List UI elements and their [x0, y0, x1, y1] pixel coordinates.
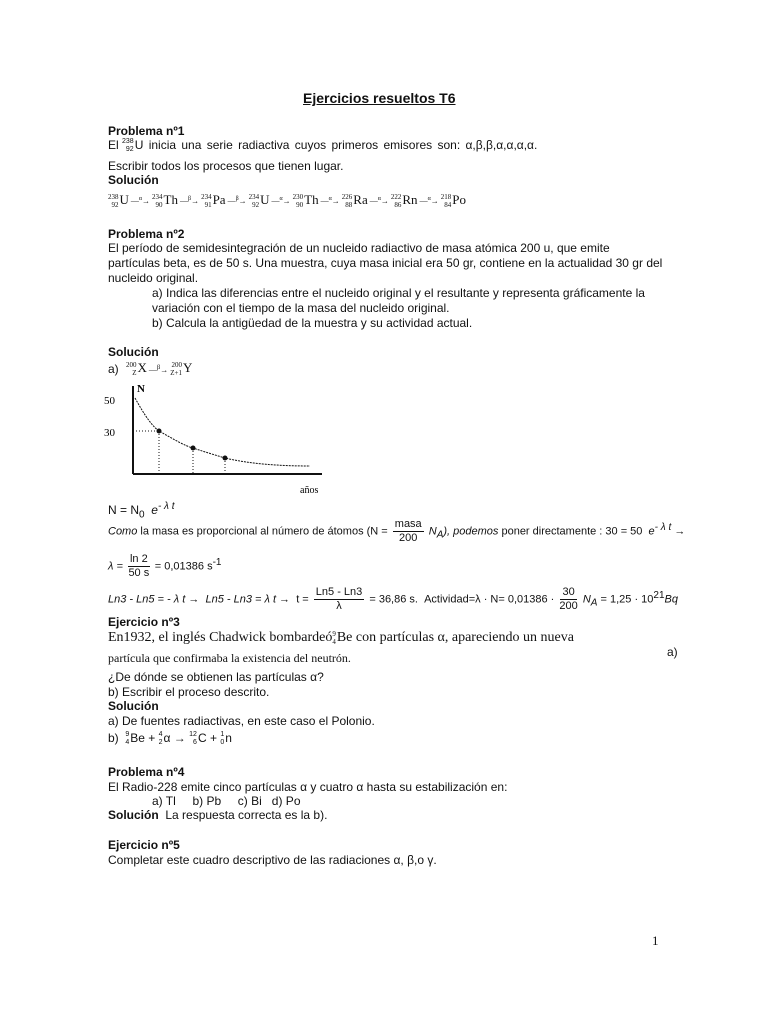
y-axis-label: N: [137, 383, 145, 395]
problem-4-solution: Solución La respuesta correcta es la b).: [108, 808, 328, 822]
problem-4-heading: Problema nº4: [108, 765, 185, 779]
problem-2-solution-heading: Solución: [108, 345, 159, 359]
curve-point: [157, 429, 162, 434]
curve-point: [191, 446, 196, 451]
chain-nuclide: [248, 192, 270, 210]
nuclide-numbers: 222 86: [390, 193, 402, 210]
nuclide-symbol: U: [119, 192, 129, 207]
nuclide-numbers: 234 91: [201, 193, 212, 210]
problem-2-heading: Problema nº2: [108, 227, 185, 241]
mass-proportional-line: Como la masa es proporcional al número de átomos (N = $\frac{\text{masa}}{200}$ $N_A$), podemos poner directamente : 30 = 50 $e^{- \lambda t}$ →: [108, 518, 686, 544]
problem-1-heading: Problema nº1: [108, 124, 185, 138]
exercise-3-heading: Ejercicio nº3: [108, 615, 180, 629]
exercise-3-statement-line2: partícula que confirmaba la existencia del neutrón.: [108, 651, 351, 665]
problem-2-part-a-line2: variación con el tiempo de la masa del nucleido original.: [152, 301, 450, 315]
statement-prefix: El: [108, 138, 119, 153]
chain-nuclide: [292, 192, 319, 210]
exercise-5-heading: Ejercicio nº5: [108, 838, 180, 852]
nuclide-numbers: 218 84: [440, 193, 452, 210]
tick-50: 50: [104, 395, 115, 407]
nuclide-symbol: Ra: [353, 192, 368, 207]
nuclide-symbol: Th: [304, 192, 319, 207]
statement-text: U inicia una serie radiactiva cuyos primeros emisores son: α,β,β,α,α,α,α.: [134, 138, 538, 153]
exercise-3-a-marker: a): [667, 645, 678, 659]
nuclide-numbers: 234 90: [152, 193, 163, 210]
decay-law: $N = N_0$ $e^{- \lambda t}$: [108, 501, 175, 521]
exercise-3-statement-line1: En1932, el inglés Chadwick bombardeó 9 4 Be con partículas α, apareciendo un nueva: [108, 630, 574, 646]
tick-30: 30: [104, 427, 115, 439]
page-title: Ejercicios resueltos T6: [303, 90, 456, 106]
decay-arrow: —$^\beta$→: [227, 196, 247, 206]
nuclide-symbol: Rn: [402, 192, 418, 207]
chain-nuclide: [341, 192, 368, 210]
problem-2-part-b: b) Calcula la antigüedad de la muestra y su actividad actual.: [152, 316, 473, 330]
exercise-3-question-b: b) Escribir el proceso descrito.: [108, 685, 270, 699]
age-and-activity-equation: Ln3 - Ln5 = - λ t → Ln5 - Ln3 = λ t → t = $\frac{Ln5 - Ln3}{\lambda}$ = 36,86 s. Actividad=λ · N= 0,01386 · $\frac{30}{200}$ $N_A = 1,25 \cdot 10^{21}Bq$: [108, 586, 679, 612]
lambda-equation: λ = $\frac{\ln 2}{50 s}$ = 0,01386 $s^{-1}$: [108, 553, 222, 579]
decay-arrow: —$^\alpha$→: [419, 196, 439, 206]
chain-nuclide: [108, 192, 129, 210]
exercise-5-statement: Completar este cuadro descriptivo de las radiaciones α, β,o γ.: [108, 853, 437, 867]
problem-1-task: Escribir todos los procesos que tienen lugar.: [108, 159, 344, 173]
nuclide-numbers: 238 92: [108, 193, 119, 210]
chain-nuclide: [390, 192, 418, 210]
nuclide-symbol: Th: [163, 192, 178, 207]
nuclide-notation: 238 92: [122, 138, 134, 153]
problem-4-options: a) Tl b) Pb c) Bi d) Po: [152, 794, 301, 808]
nuclide-symbol: Po: [452, 192, 466, 207]
problem-1-solution-heading: Solución: [108, 173, 159, 187]
nuclide-symbol: U: [260, 192, 270, 207]
decay-arrow: —$^\beta$→: [180, 196, 200, 206]
x-axis-label: años: [300, 485, 319, 496]
exercise-3-answer-a: a) De fuentes radiactivas, en este caso el Polonio.: [108, 714, 375, 728]
nuclide-numbers: 226 88: [341, 193, 353, 210]
page-number: 1: [652, 933, 659, 948]
nuclide-symbol: Pa: [212, 192, 226, 207]
exercise-3-solution-heading: Solución: [108, 699, 159, 713]
problem-1-statement: [108, 138, 537, 154]
decay-arrow: —$^\alpha$→: [271, 196, 291, 206]
nuclide-numbers: 234 92: [248, 193, 260, 210]
decay-arrow: —$^\alpha$→: [130, 196, 151, 206]
decay-arrow: —$^\alpha$→: [320, 196, 340, 206]
nuclide-numbers: 230 90: [292, 193, 304, 210]
exercise-3-answer-b: b) 9 4 Be + 4 2 α → 12 6 C + 1 0 n: [108, 731, 232, 746]
curve-point: [223, 456, 228, 461]
decay-arrow: —$^\alpha$→: [369, 196, 389, 206]
problem-2-statement: El período de semidesintegración de un nucleido radiactivo de masa atómica 200 u, que emite partículas beta, es de 50 s. Una muestra, cuya masa inicial era 50 gr, contiene en la actualidad 30 gr del nucleido original.: [108, 241, 663, 285]
decay-chain: [108, 192, 466, 209]
chain-nuclide: [440, 192, 466, 210]
chain-nuclide: [152, 192, 178, 210]
exercise-3-question-a: ¿De dónde se obtienen las partículas α?: [108, 670, 324, 684]
decay-curve-graph: [100, 378, 340, 500]
problem-4-statement: El Radio-228 emite cinco partículas α y cuatro α hasta su estabilización en:: [108, 780, 508, 794]
chain-nuclide: [201, 192, 226, 210]
problem-2-part-a-line1: a) Indica las diferencias entre el nucleido original y el resultante y representa gráficamente la: [152, 286, 645, 300]
